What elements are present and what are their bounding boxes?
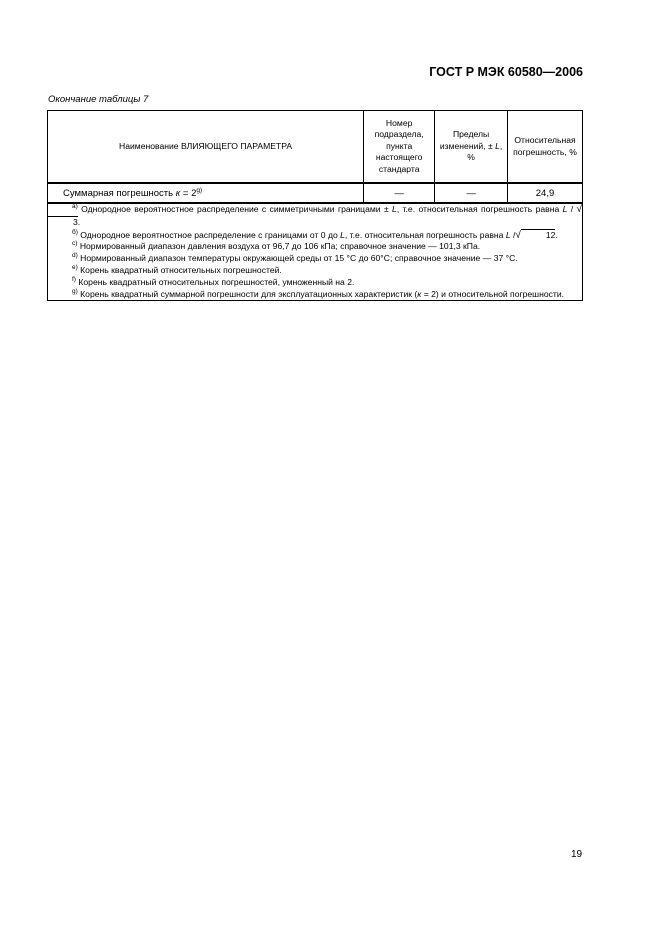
table-header-row xyxy=(48,111,583,184)
note-var: L xyxy=(392,204,397,214)
note-var: к xyxy=(417,288,422,299)
note-var: L xyxy=(505,229,511,240)
header-parameter-name: Наименование ВЛИЯЮЩЕГО ПАРАМЕТРА xyxy=(48,111,364,184)
table-row-total xyxy=(48,183,583,203)
note-text: , т.е. относительная погрешность равна xyxy=(344,229,506,240)
total-limits-cell: — xyxy=(435,183,508,203)
note-a xyxy=(48,204,582,229)
note-text: Нормированный диапазон давления воздуха от 96,7 до 106 кПа; справочное значение — 101,3 кПа. xyxy=(79,241,481,252)
note-mark: e) xyxy=(72,263,78,271)
note-text: Корень квадратный относительных погрешностей, умноженный на 2. xyxy=(78,276,355,287)
table-notes-row xyxy=(48,203,583,301)
note-c xyxy=(48,241,582,253)
note-f xyxy=(48,277,582,289)
sqrt-radicand: 12 xyxy=(521,229,556,240)
sqrt-sign: √ xyxy=(515,229,521,241)
header-section-number: Номер подраздела, пункта настоящего стандарта xyxy=(364,111,435,184)
total-name-sup: g) xyxy=(196,186,203,194)
note-text: / xyxy=(510,229,516,240)
total-name-prefix: Суммарная погрешность xyxy=(63,187,176,199)
total-error-cell: 24,9 xyxy=(508,183,583,203)
note-d xyxy=(48,253,582,265)
note-g xyxy=(48,289,582,301)
note-text: Корень квадратный относительных погрешностей. xyxy=(80,264,282,275)
header-limits-text: Пределы изменений, ± L, % xyxy=(439,129,503,163)
note-mark: c) xyxy=(72,240,78,248)
total-name-cell xyxy=(48,183,364,203)
standard-title: ГОСТ Р МЭК 60580—2006 xyxy=(429,65,583,79)
note-mark: f) xyxy=(72,275,76,283)
note-text: = 2) и относительной погрешности. xyxy=(421,288,565,299)
note-text: . xyxy=(77,216,81,227)
note-mark: g) xyxy=(72,287,78,295)
note-b xyxy=(48,229,582,242)
total-k-var: к xyxy=(175,187,181,199)
table-7 xyxy=(47,110,583,301)
table-notes xyxy=(48,203,583,301)
note-var: L xyxy=(340,229,345,240)
note-e xyxy=(48,265,582,277)
sqrt-radicand: 3 xyxy=(48,216,78,227)
note-text: / xyxy=(567,204,577,214)
note-text: . xyxy=(555,229,558,240)
note-mark: d) xyxy=(72,252,78,260)
note-text: Корень квадратный суммарной погрешности для эксплуатационных характеристик ( xyxy=(80,288,418,299)
total-section-cell: — xyxy=(364,183,435,203)
note-text: Однородное вероятностное распределение с симметричными границами ± xyxy=(81,204,393,214)
header-limits xyxy=(435,111,508,184)
note-text: Нормированный диапазон температуры окружающей среды от 15 °С до 60°С; справочное значение — 37 °С. xyxy=(80,253,518,264)
note-text: Однородное вероятностное распределение с границами от 0 до xyxy=(80,229,341,240)
page-number: 19 xyxy=(571,849,583,860)
note-mark: б) xyxy=(72,228,78,236)
note-text: , т.е. относительная погрешность равна xyxy=(396,204,563,214)
note-mark: a) xyxy=(72,203,78,210)
total-name-suffix: = 2 xyxy=(180,187,197,199)
sqrt-sign: √ xyxy=(576,204,582,215)
header-relative-error: Относительная погрешность, % xyxy=(508,111,583,184)
table-caption: Окончание таблицы 7 xyxy=(48,94,149,105)
note-var: L xyxy=(562,204,568,214)
